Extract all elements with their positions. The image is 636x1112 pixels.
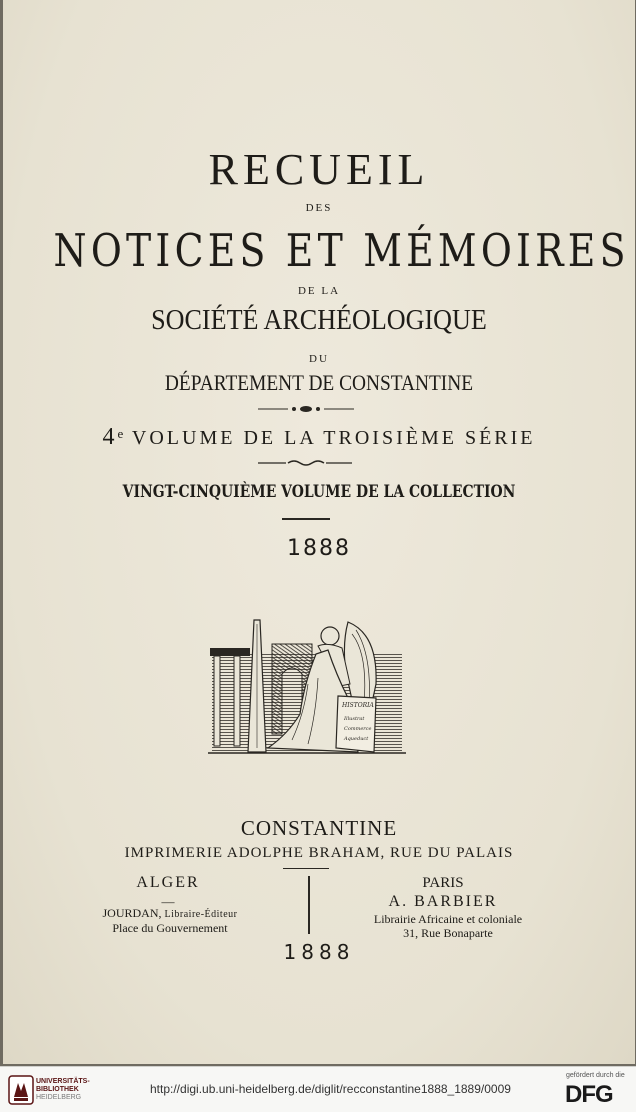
title-recueil: RECUEIL xyxy=(208,145,430,194)
wavy-ornament-icon xyxy=(258,458,352,468)
university-seal-icon[interactable] xyxy=(8,1075,34,1105)
volume-line xyxy=(3,424,635,451)
collection-line: VINGT-CINQUIÈME VOLUME DE LA COLLECTION xyxy=(122,482,516,502)
title-notices: NOTICES ET MÉMOIRES xyxy=(53,224,630,277)
year-bottom: 1888 xyxy=(283,940,355,964)
left-dash: — xyxy=(161,894,175,909)
dfg-logo[interactable]: DFG xyxy=(565,1081,613,1108)
vignette-book-title: HISTORIA xyxy=(342,702,374,709)
left-publisher-role: Libraire-Éditeur xyxy=(164,909,238,920)
library-line2: BIBLIOTHEK xyxy=(36,1086,79,1093)
vignette-book-line3: Aqueduct xyxy=(344,736,369,742)
viewer-footer xyxy=(0,1066,636,1112)
year-top: 1888 xyxy=(287,536,351,561)
allegory-vignette-icon xyxy=(208,614,406,760)
volume-text: VOLUME DE LA TROISIÈME SÉRIE xyxy=(131,427,536,449)
divider-rule xyxy=(282,518,330,520)
printer-line: IMPRIMERIE ADOLPHE BRAHAM, RUE DU PALAIS xyxy=(124,845,514,861)
title-departement: DÉPARTEMENT DE CONSTANTINE xyxy=(164,370,474,395)
publisher-city: CONSTANTINE xyxy=(240,816,398,840)
left-publisher xyxy=(65,906,275,921)
permalink-url[interactable]: http://digi.ub.uni-heidelberg.de/diglit/recconstantine1888_1889/0009 xyxy=(150,1082,511,1096)
vignette-book-line1: Illustrat xyxy=(344,716,365,722)
column-divider xyxy=(308,876,310,934)
right-address: 31, Rue Bonaparte xyxy=(403,926,493,940)
left-publisher-name: JOURDAN, xyxy=(102,906,165,920)
right-line1: Librairie Africaine et coloniale xyxy=(373,912,523,926)
volume-number: 4 xyxy=(102,424,118,450)
vignette-book-line2: Commerce xyxy=(344,726,372,732)
title-des: DES xyxy=(305,202,333,214)
library-line3: HEIDELBERG xyxy=(36,1094,82,1101)
title-societe: SOCIÉTÉ ARCHÉOLOGIQUE xyxy=(151,304,487,336)
divider-rule-small xyxy=(283,868,329,869)
right-publisher: A. BARBIER xyxy=(388,893,498,910)
right-city: PARIS xyxy=(422,875,464,891)
ornament-rule-icon xyxy=(258,404,354,414)
left-city: ALGER xyxy=(136,874,200,891)
title-du: DU xyxy=(309,353,329,365)
volume-suffix: e xyxy=(117,426,125,441)
left-address: Place du Gouvernement xyxy=(112,921,228,935)
title-page xyxy=(3,0,635,1064)
library-line1: UNIVERSITÄTS- xyxy=(36,1078,90,1085)
library-name[interactable] xyxy=(36,1078,90,1102)
title-de-la: DE LA xyxy=(297,285,341,297)
funding-caption: gefördert durch die xyxy=(566,1072,625,1079)
